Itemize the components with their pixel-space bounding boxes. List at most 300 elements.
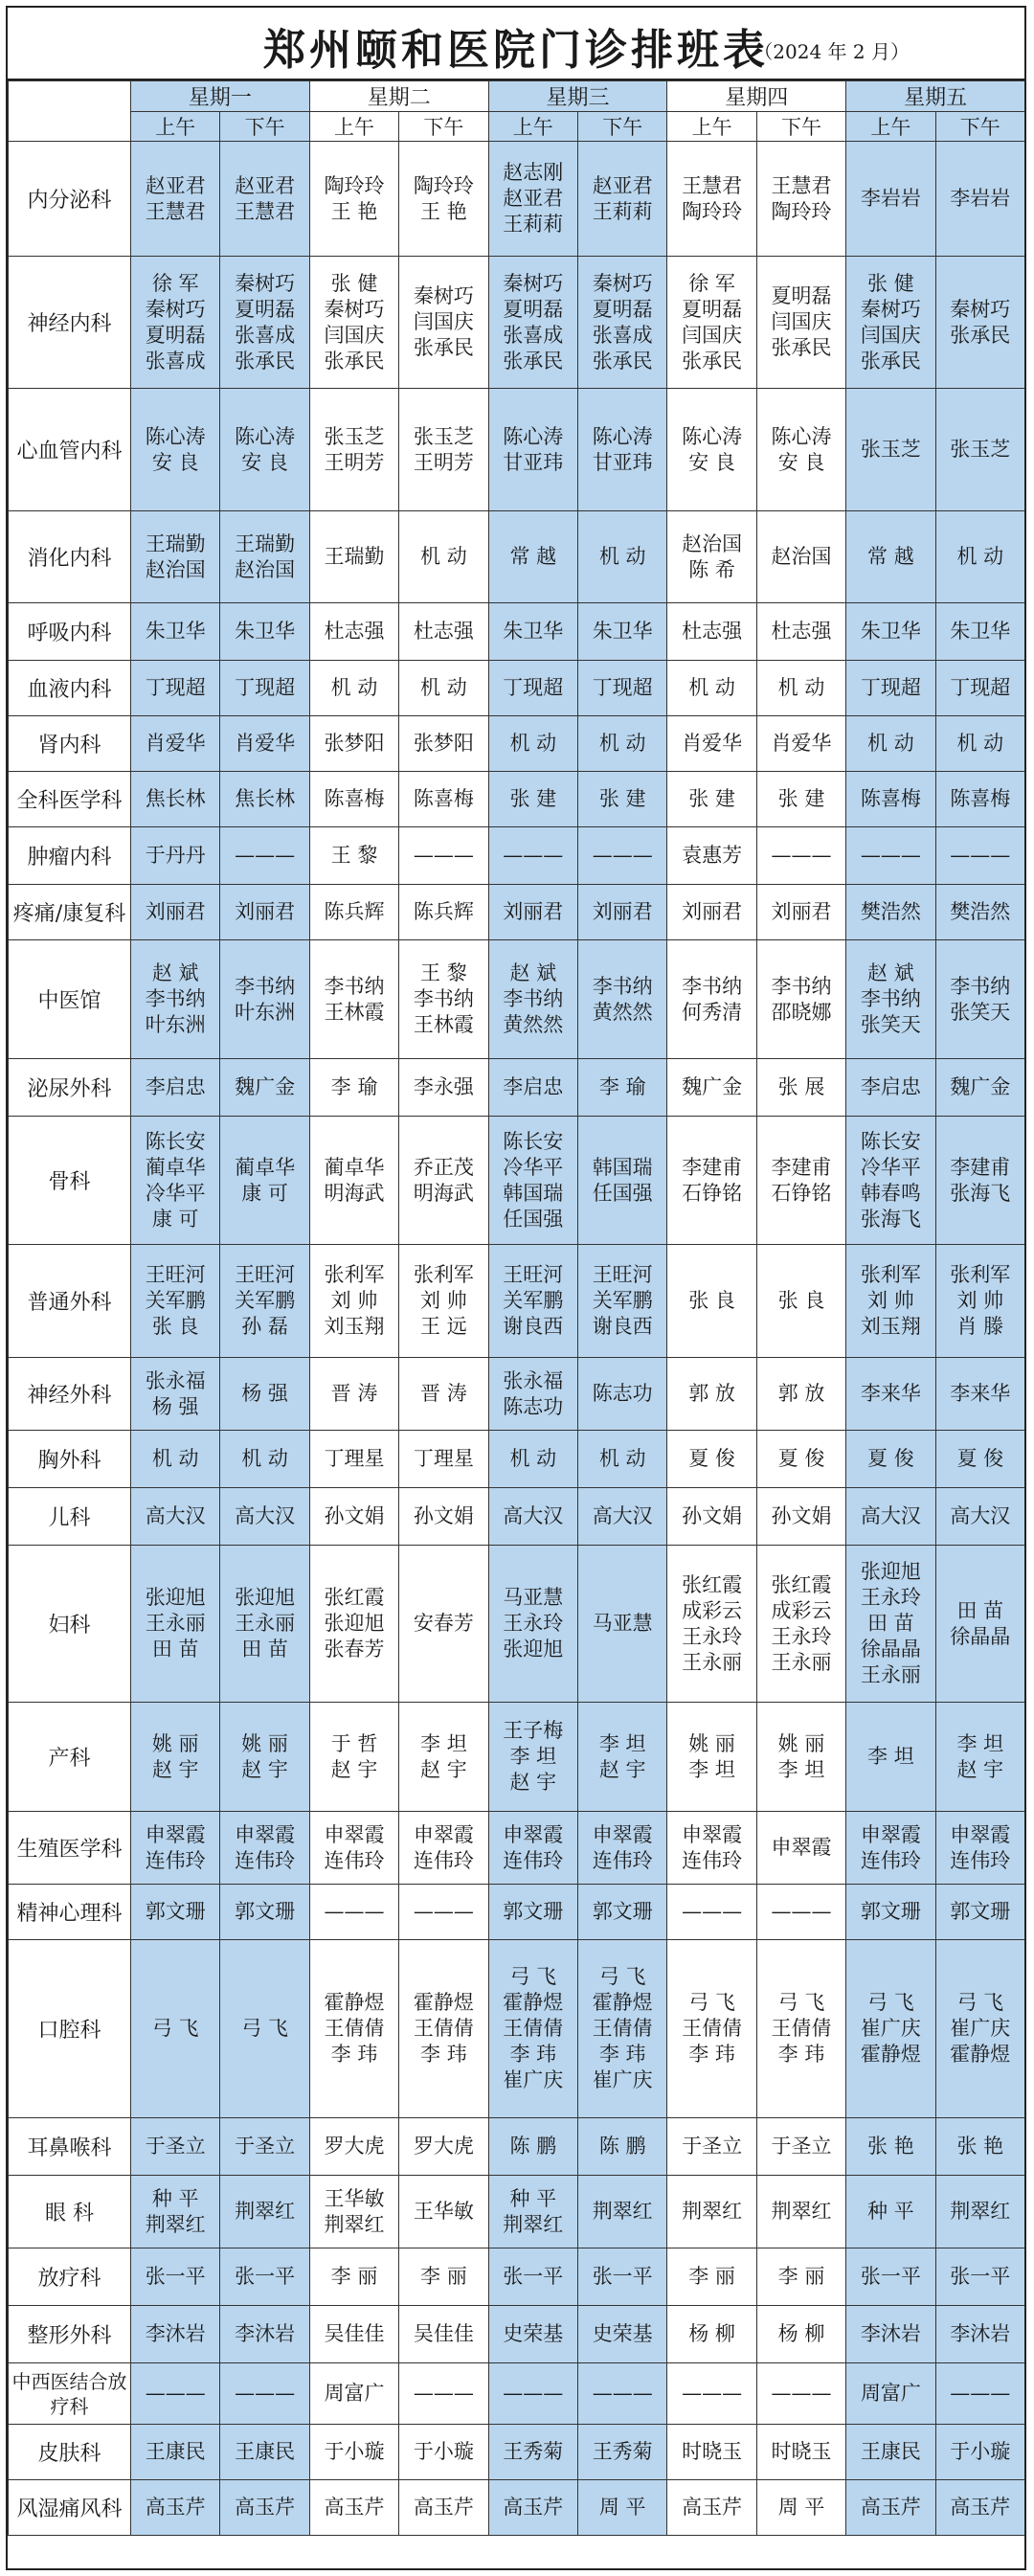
table-row: [9, 1885, 1025, 1940]
doctor-name: 叶东洲: [145, 1013, 206, 1036]
doctor-name: ———: [682, 1900, 743, 1923]
table-row: [9, 2363, 1025, 2425]
schedule-cell: [488, 885, 577, 940]
schedule-cell: [309, 511, 398, 603]
schedule-cell: [577, 1812, 666, 1885]
department-name: 呼吸内科: [9, 603, 131, 661]
session-pm: 下午: [220, 112, 309, 142]
schedule-cell: [399, 2176, 488, 2248]
doctor-name: 陈心涛: [235, 424, 296, 448]
doctor-name: 王永玲: [682, 1624, 743, 1648]
department-name: 疼痛/康复科: [9, 885, 131, 940]
doctor-name: 申翠霞: [950, 1822, 1011, 1846]
doctor-name: 李 坦: [688, 1757, 735, 1781]
doctor-name: 于圣立: [235, 2135, 296, 2158]
schedule-cell: [399, 2425, 488, 2480]
doctor-name: 王 黎: [330, 844, 378, 867]
doctor-name: 蔺卓华: [235, 1155, 296, 1179]
schedule-cell: [935, 1059, 1024, 1117]
doctor-name: 李书纳: [235, 974, 296, 998]
doctor-name: 张迎旭: [145, 1586, 206, 1609]
department-name: 泌尿外科: [9, 1059, 131, 1117]
schedule-cell: [399, 940, 488, 1059]
schedule-cell: [667, 1117, 756, 1245]
schedule-cell: [399, 772, 488, 827]
schedule-cell: [935, 1245, 1024, 1358]
doctor-name: 张承民: [682, 349, 743, 373]
table-row: [9, 2306, 1025, 2363]
doctor-name: 霍静煜: [592, 1991, 653, 2014]
doctor-name: 高玉芹: [145, 2496, 206, 2519]
doctor-name: 朱卫华: [592, 620, 653, 643]
schedule-cell: [309, 1488, 398, 1546]
schedule-cell: [488, 2425, 577, 2480]
schedule-cell: [846, 2248, 935, 2306]
doctor-name: 明海武: [413, 1181, 474, 1205]
doctor-name: 王慧君: [771, 173, 832, 197]
schedule-cell: [756, 1488, 845, 1546]
doctor-name: 安 良: [777, 450, 825, 474]
doctor-name: 申翠霞: [324, 1822, 385, 1846]
schedule-cell: [488, 389, 577, 511]
doctor-name: 荆翠红: [503, 2212, 564, 2236]
doctor-name: 丁现超: [860, 676, 921, 699]
doctor-name: 刘玉翔: [324, 1315, 385, 1338]
doctor-name: 张梦阳: [324, 732, 385, 755]
doctor-name: 赵治国: [771, 545, 832, 568]
doctor-name: 张一平: [503, 2265, 564, 2288]
session-am: 上午: [488, 112, 577, 142]
department-name: 风湿痛风科: [9, 2480, 131, 2536]
doctor-name: 张红霞: [682, 1572, 743, 1596]
doctor-name: 姚 丽: [688, 1731, 735, 1755]
doctor-name: 荆翠红: [771, 2200, 832, 2223]
doctor-name: 丁现超: [235, 676, 296, 699]
schedule-cell: [577, 2176, 666, 2248]
schedule-cell: [667, 142, 756, 257]
doctor-name: 丁现超: [145, 676, 206, 699]
schedule-cell: [756, 2363, 845, 2425]
schedule-cell: [220, 257, 309, 389]
table-row: [9, 827, 1025, 885]
doctor-name: 机 动: [330, 676, 378, 699]
table-row: [9, 885, 1025, 940]
schedule-cell: [399, 142, 488, 257]
doctor-name: ———: [413, 1900, 474, 1923]
department-name: 整形外科: [9, 2306, 131, 2363]
doctor-name: 张承民: [413, 336, 474, 359]
doctor-name: 张 艳: [867, 2135, 914, 2158]
schedule-cell: [756, 1703, 845, 1812]
day-header-thu: 星期四: [667, 81, 846, 112]
doctor-name: 机 动: [509, 1447, 557, 1470]
schedule-cell: [488, 827, 577, 885]
doctor-name: 于丹丹: [145, 844, 206, 867]
schedule-cell: [846, 1358, 935, 1431]
doctor-name: 张海飞: [950, 1181, 1011, 1205]
schedule-cell: [131, 1245, 220, 1358]
schedule-cell: [220, 1488, 309, 1546]
doctor-name: 刘丽君: [592, 900, 653, 923]
doctor-name: 常 越: [867, 545, 914, 568]
doctor-name: 周富广: [324, 2382, 385, 2405]
doctor-name: 肖 滕: [956, 1315, 1004, 1338]
doctor-name: 韩国瑞: [503, 1181, 564, 1205]
doctor-name: 韩春鸣: [860, 1181, 921, 1205]
doctor-name: 刘丽君: [145, 900, 206, 923]
schedule-cell: [488, 772, 577, 827]
table-row: [9, 2118, 1025, 2176]
schedule-cell: [131, 257, 220, 389]
doctor-name: 王永玲: [503, 1612, 564, 1635]
doctor-name: 李沐岩: [860, 2322, 921, 2345]
doctor-name: 朱卫华: [860, 620, 921, 643]
schedule-cell: [667, 2176, 756, 2248]
doctor-name: 李书纳: [413, 987, 474, 1010]
schedule-cell: [399, 1245, 488, 1358]
doctor-name: 弓 飞: [241, 2017, 288, 2040]
doctor-name: 孙文娟: [413, 1504, 474, 1527]
table-row: [9, 1812, 1025, 1885]
schedule-cell: [667, 716, 756, 772]
schedule-cell: [756, 1885, 845, 1940]
schedule-cell: [846, 1546, 935, 1703]
schedule-cell: [488, 1885, 577, 1940]
department-name: 中西医结合放疗科: [9, 2363, 131, 2425]
doctor-name: 关军鹏: [503, 1289, 564, 1312]
doctor-name: 赵治国: [682, 531, 743, 555]
schedule-cell: [220, 603, 309, 661]
schedule-cell: [488, 1117, 577, 1245]
doctor-name: 张 建: [509, 787, 557, 810]
doctor-name: 陈 鹏: [509, 2135, 557, 2158]
doctor-name: 闫国庆: [682, 323, 743, 347]
doctor-name: 李 玮: [777, 2043, 825, 2066]
schedule-cell: [220, 1703, 309, 1812]
schedule-cell: [220, 716, 309, 772]
department-name: 普通外科: [9, 1245, 131, 1358]
schedule-cell: [667, 603, 756, 661]
doctor-name: 荆翠红: [324, 2212, 385, 2236]
doctor-name: 高大汉: [235, 1504, 296, 1527]
doctor-name: 秦树巧: [592, 271, 653, 295]
doctor-name: 赵 宇: [956, 1757, 1004, 1781]
doctor-name: 赵 宇: [598, 1757, 646, 1781]
doctor-name: 焦长林: [235, 787, 296, 810]
doctor-name: 李 玮: [598, 2043, 646, 2066]
doctor-name: 孙文娟: [771, 1504, 832, 1527]
schedule-cell: [846, 661, 935, 716]
schedule-cell: [399, 511, 488, 603]
doctor-name: 王倩倩: [592, 2017, 653, 2040]
schedule-cell: [577, 827, 666, 885]
schedule-cell: [846, 1488, 935, 1546]
doctor-name: 闫国庆: [860, 323, 921, 347]
doctor-name: 徐晶晶: [950, 1624, 1011, 1648]
doctor-name: 机 动: [509, 732, 557, 755]
schedule-cell: [309, 1703, 398, 1812]
table-row: [9, 772, 1025, 827]
doctor-name: 高玉芹: [324, 2496, 385, 2519]
doctor-name: 关军鹏: [145, 1289, 206, 1312]
doctor-name: 徐 军: [688, 271, 735, 295]
doctor-name: 秦树巧: [950, 297, 1011, 321]
schedule-cell: [846, 827, 935, 885]
doctor-name: 赵亚君: [503, 187, 564, 210]
doctor-name: 机 动: [867, 732, 914, 755]
schedule-cell: [577, 772, 666, 827]
schedule-cell: [488, 603, 577, 661]
doctor-name: 李来华: [950, 1382, 1011, 1405]
schedule-cell: [309, 2480, 398, 2536]
doctor-name: 机 动: [777, 676, 825, 699]
doctor-name: 朱卫华: [145, 620, 206, 643]
schedule-cell: [131, 2480, 220, 2536]
doctor-name: ———: [503, 844, 564, 867]
schedule-cell: [667, 1546, 756, 1703]
doctor-name: ———: [235, 2382, 296, 2405]
schedule-cell: [309, 2176, 398, 2248]
doctor-name: 张 良: [777, 1289, 825, 1312]
schedule-cell: [935, 885, 1024, 940]
doctor-name: ———: [950, 2382, 1011, 2405]
doctor-name: 丁现超: [503, 676, 564, 699]
doctor-name: ———: [950, 844, 1011, 867]
doctor-name: 弓 飞: [151, 2017, 199, 2040]
schedule-cell: [846, 2425, 935, 2480]
schedule-cell: [846, 2363, 935, 2425]
schedule-cell: [131, 2306, 220, 2363]
doctor-name: 王瑞勤: [145, 531, 206, 555]
doctor-name: 张玉芝: [413, 424, 474, 448]
doctor-name: 李启忠: [860, 1075, 921, 1098]
doctor-name: 安 良: [151, 450, 199, 474]
doctor-name: 谢良西: [503, 1315, 564, 1338]
doctor-name: 丁现超: [592, 676, 653, 699]
schedule-cell: [667, 1245, 756, 1358]
schedule-cell: [309, 772, 398, 827]
schedule-cell: [309, 142, 398, 257]
schedule-cell: [577, 1059, 666, 1117]
schedule-cell: [935, 2248, 1024, 2306]
doctor-name: 张利军: [860, 1263, 921, 1286]
department-name: 生殖医学科: [9, 1812, 131, 1885]
doctor-name: 叶东洲: [235, 1000, 296, 1024]
schedule-cell: [935, 940, 1024, 1059]
doctor-name: 李 瑜: [330, 1075, 378, 1098]
doctor-name: 张承民: [503, 349, 564, 373]
schedule-cell: [488, 716, 577, 772]
doctor-name: 刘 帅: [956, 1289, 1004, 1312]
doctor-name: ———: [592, 2382, 653, 2405]
doctor-name: 种 平: [151, 2186, 199, 2210]
doctor-name: 朱卫华: [503, 620, 564, 643]
doctor-name: 张 建: [688, 787, 735, 810]
doctor-name: ———: [771, 844, 832, 867]
doctor-name: 王华敏: [413, 2200, 474, 2223]
schedule-cell: [756, 511, 845, 603]
doctor-name: 张玉芝: [950, 438, 1011, 461]
doctor-name: 张永福: [145, 1368, 206, 1392]
doctor-name: ———: [503, 2382, 564, 2405]
schedule-cell: [756, 1358, 845, 1431]
schedule-cell: [488, 1940, 577, 2118]
schedule-cell: [846, 257, 935, 389]
doctor-name: 王慧君: [145, 199, 206, 223]
schedule-cell: [577, 2306, 666, 2363]
schedule-cell: [667, 2118, 756, 2176]
doctor-name: 霍静煜: [503, 1991, 564, 2014]
schedule-cell: [488, 1546, 577, 1703]
doctor-name: 关军鹏: [592, 1289, 653, 1312]
doctor-name: 周 平: [598, 2496, 646, 2519]
schedule-cell: [220, 1885, 309, 1940]
schedule-cell: [131, 716, 220, 772]
schedule-cell: [309, 257, 398, 389]
doctor-name: 蔺卓华: [145, 1155, 206, 1179]
doctor-name: 李 丽: [777, 2265, 825, 2288]
doctor-name: 安 良: [241, 450, 288, 474]
schedule-cell: [131, 2425, 220, 2480]
doctor-name: 李 玮: [688, 2043, 735, 2066]
schedule-cell: [756, 940, 845, 1059]
doctor-name: 孙 磊: [241, 1315, 288, 1338]
schedule-cell: [935, 1431, 1024, 1488]
doctor-name: 李书纳: [503, 987, 564, 1010]
doctor-name: 李 丽: [688, 2265, 735, 2288]
schedule-cell: [935, 1703, 1024, 1812]
doctor-name: 申翠霞: [413, 1822, 474, 1846]
schedule-cell: [488, 2363, 577, 2425]
schedule-cell: [667, 389, 756, 511]
doctor-name: 霍静煜: [860, 2043, 921, 2066]
doctor-name: 王康民: [235, 2440, 296, 2463]
department-name: 内分泌科: [9, 142, 131, 257]
doctor-name: 王明芳: [324, 450, 385, 474]
doctor-name: 张玉芝: [860, 438, 921, 461]
doctor-name: 李书纳: [950, 974, 1011, 998]
doctor-name: 陶玲玲: [771, 199, 832, 223]
doctor-name: 王永丽: [145, 1612, 206, 1635]
schedule-cell: [131, 1358, 220, 1431]
doctor-name: 吴佳佳: [324, 2322, 385, 2345]
table-row: [9, 940, 1025, 1059]
doctor-name: 丁理星: [413, 1447, 474, 1470]
doctor-name: 王 艳: [420, 199, 467, 223]
doctor-name: 史荣基: [592, 2322, 653, 2345]
table-row: [9, 603, 1025, 661]
schedule-cell: [309, 1059, 398, 1117]
schedule-cell: [488, 940, 577, 1059]
doctor-name: 赵 斌: [509, 961, 557, 984]
session-am: 上午: [309, 112, 398, 142]
doctor-name: 申翠霞: [592, 1822, 653, 1846]
doctor-name: 郭 放: [688, 1382, 735, 1405]
doctor-name: 张春芳: [324, 1638, 385, 1661]
schedule-cell: [220, 511, 309, 603]
schedule-cell: [756, 2306, 845, 2363]
doctor-name: 李书纳: [860, 987, 921, 1010]
doctor-name: 杨 强: [151, 1394, 199, 1418]
schedule-cell: [399, 716, 488, 772]
schedule-cell: [577, 389, 666, 511]
schedule-cell: [399, 661, 488, 716]
doctor-name: 夏明磊: [592, 297, 653, 321]
schedule-month: （2024 年 2 月）: [753, 40, 910, 63]
doctor-name: 张喜成: [145, 349, 206, 373]
doctor-name: 袁惠芳: [682, 844, 743, 867]
schedule-cell: [667, 1431, 756, 1488]
doctor-name: 吴佳佳: [413, 2322, 474, 2345]
doctor-name: ———: [771, 2382, 832, 2405]
schedule-cell: [577, 2480, 666, 2536]
schedule-cell: [131, 1940, 220, 2118]
doctor-name: 张利军: [324, 1263, 385, 1286]
doctor-name: 连伟玲: [413, 1848, 474, 1872]
doctor-name: 申翠霞: [145, 1822, 206, 1846]
schedule-cell: [309, 885, 398, 940]
department-name: 口腔科: [9, 1940, 131, 2118]
doctor-name: 李 玮: [330, 2043, 378, 2066]
schedule-cell: [131, 1431, 220, 1488]
table-row: [9, 257, 1025, 389]
schedule-cell: [220, 2480, 309, 2536]
doctor-name: ———: [860, 844, 921, 867]
department-name: 胸外科: [9, 1431, 131, 1488]
doctor-name: 赵 宇: [509, 1771, 557, 1794]
schedule-cell: [309, 1940, 398, 2118]
schedule-cell: [846, 389, 935, 511]
schedule-cell: [131, 1546, 220, 1703]
doctor-name: 陈兵辉: [324, 900, 385, 923]
doctor-name: 闫国庆: [413, 310, 474, 333]
doctor-name: 陈心涛: [682, 424, 743, 448]
doctor-name: 康 可: [241, 1181, 288, 1205]
dept-header-blank: [9, 81, 131, 142]
schedule-cell: [220, 2248, 309, 2306]
doctor-name: 夏明磊: [771, 284, 832, 307]
doctor-name: 李 坦: [598, 1731, 646, 1755]
doctor-name: 王慧君: [235, 199, 296, 223]
schedule-cell: [756, 1245, 845, 1358]
doctor-name: 连伟玲: [682, 1848, 743, 1872]
schedule-cell: [756, 142, 845, 257]
schedule-cell: [220, 2176, 309, 2248]
doctor-name: 朱卫华: [235, 620, 296, 643]
doctor-name: 李来华: [860, 1382, 921, 1405]
schedule-cell: [131, 603, 220, 661]
doctor-name: 周富广: [860, 2382, 921, 2405]
doctor-name: 张一平: [860, 2265, 921, 2288]
doctor-name: 赵志刚: [503, 161, 564, 184]
doctor-name: 霍静煜: [324, 1991, 385, 2014]
doctor-name: 秦树巧: [503, 271, 564, 295]
doctor-name: ———: [145, 2382, 206, 2405]
schedule-cell: [667, 1885, 756, 1940]
table-row: [9, 1059, 1025, 1117]
doctor-name: 甘亚玮: [592, 450, 653, 474]
doctor-name: 任国强: [503, 1207, 564, 1231]
schedule-cell: [220, 1431, 309, 1488]
schedule-cell: [846, 2480, 935, 2536]
doctor-name: 李建甫: [771, 1155, 832, 1179]
schedule-cell: [756, 1940, 845, 2118]
doctor-name: 李建甫: [950, 1155, 1011, 1179]
doctor-name: 申翠霞: [771, 1836, 832, 1859]
doctor-name: 马亚慧: [503, 1586, 564, 1609]
schedule-cell: [667, 2425, 756, 2480]
schedule-cell: [220, 1546, 309, 1703]
